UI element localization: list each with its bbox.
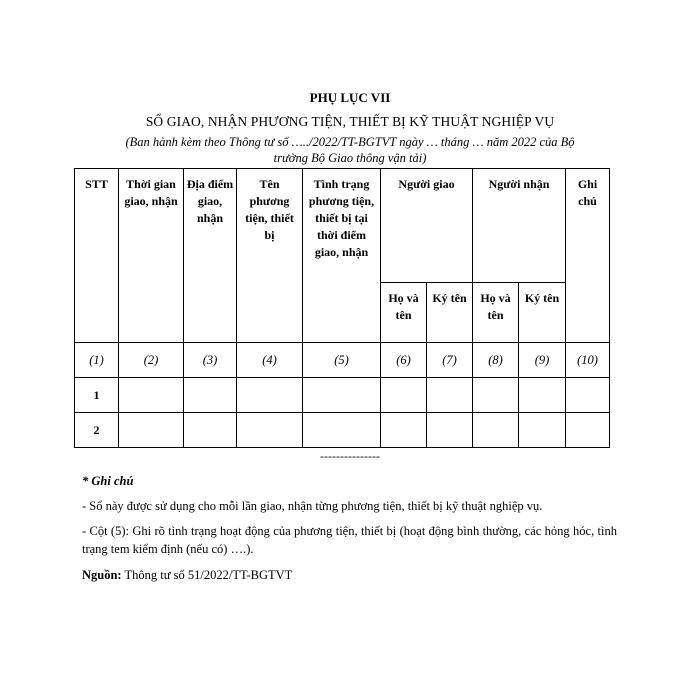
handover-log-table (74, 168, 610, 448)
document-title: SỔ GIAO, NHẬN PHƯƠNG TIỆN, THIẾT BỊ KỸ THUẬT NGHIỆP VỤ (145, 114, 555, 129)
column-number: (8) (473, 343, 519, 378)
notes-heading: * Ghi chú (82, 474, 134, 488)
table-cell (427, 378, 473, 413)
table-cell (237, 378, 303, 413)
header-status: Tình trạng phương tiện, thiết bị tại thời điểm giao, nhận (303, 169, 381, 343)
separator-line: --------------- (320, 449, 380, 463)
table-cell (303, 378, 381, 413)
header-note: Ghi chú (566, 169, 610, 343)
column-number: (9) (519, 343, 566, 378)
header-stt: STT (75, 169, 119, 343)
table-cell (381, 413, 427, 448)
note-line-2: - Cột (5): Ghi rõ tình trạng hoạt động của phương tiện, thiết bị (hoạt động bình thường, các hỏng hóc, tình trạng tem kiểm định (nếu có) ….). (82, 524, 617, 556)
table-cell (566, 413, 610, 448)
subheader-giver-sign: Ký tên (427, 283, 473, 343)
table-row (75, 413, 610, 448)
document-subtitle (80, 134, 620, 166)
column-number: (4) (237, 343, 303, 378)
header-giver: Người giao (381, 169, 473, 283)
table-cell (473, 413, 519, 448)
table-cell (473, 378, 519, 413)
subheader-receiver-sign: Ký tên (519, 283, 566, 343)
table-cell (519, 378, 566, 413)
table-row (75, 378, 610, 413)
header-place: Địa điểm giao, nhận (184, 169, 237, 343)
table-cell (237, 413, 303, 448)
column-number: (1) (75, 343, 119, 378)
row-stt: 1 (75, 378, 119, 413)
column-number: (3) (184, 343, 237, 378)
table-cell (427, 413, 473, 448)
subheader-receiver-name: Họ và tên (473, 283, 519, 343)
table-cell (184, 413, 237, 448)
subtitle-line-2: trưởng Bộ Giao thông vận tải) (273, 151, 427, 165)
table-cell (566, 378, 610, 413)
table-cell (519, 413, 566, 448)
table-cell (303, 413, 381, 448)
column-number: (10) (566, 343, 610, 378)
subheader-giver-name: Họ và tên (381, 283, 427, 343)
source-value: Thông tư số 51/2022/TT-BGTVT (124, 568, 293, 582)
source-line (82, 566, 617, 584)
source-label: Nguồn: (82, 568, 122, 582)
table-cell (119, 378, 184, 413)
subtitle-line-1: (Ban hành kèm theo Thông tư số …../2022/TT-BGTVT ngày … tháng … năm 2022 của Bộ (125, 135, 575, 149)
appendix-label: PHỤ LỤC VII (309, 90, 391, 105)
note-line-1: - Sổ này được sử dụng cho mỗi lần giao, nhận từng phương tiện, thiết bị kỹ thuật nghiệp vụ. (82, 499, 543, 513)
table-cell (381, 378, 427, 413)
table-cell (184, 378, 237, 413)
header-time: Thời gian giao, nhận (119, 169, 184, 343)
column-number-row (75, 343, 610, 378)
column-number: (2) (119, 343, 184, 378)
column-number: (7) (427, 343, 473, 378)
header-equipment-name: Tên phương tiện, thiết bị (237, 169, 303, 343)
table-cell (119, 413, 184, 448)
column-number: (5) (303, 343, 381, 378)
row-stt: 2 (75, 413, 119, 448)
column-number: (6) (381, 343, 427, 378)
header-receiver: Người nhận (473, 169, 566, 283)
header-row (75, 169, 610, 283)
